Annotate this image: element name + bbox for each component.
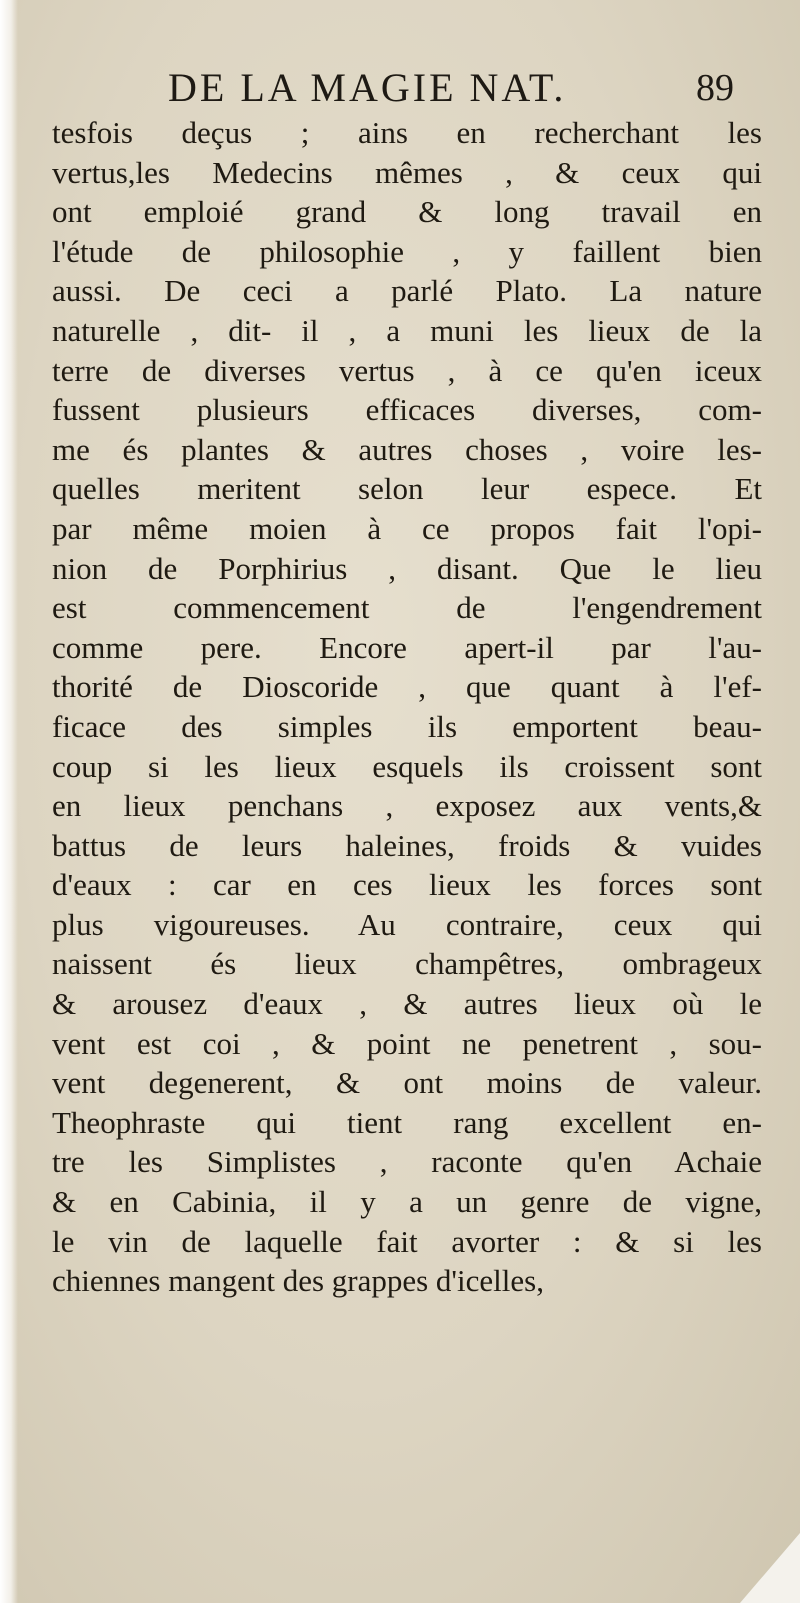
text-line: vertus,les Medecins mêmes , & ceux qui — [52, 154, 762, 190]
text-line: quelles meritent selon leur espece. Et — [52, 471, 762, 507]
text-line: & en Cabinia, il y a un genre de vigne, — [52, 1184, 762, 1220]
text-line: plus vigoureuses. Au contraire, ceux qui — [52, 906, 762, 942]
text-line: tesfois deçus ; ains en recherchant les — [52, 115, 762, 150]
body-text — [52, 113, 762, 1301]
text-line: coup si les lieux esquels ils croissent sont — [52, 748, 762, 784]
text-line: naturelle , dit- il , a muni les lieux de la — [52, 312, 762, 348]
text-line: vent est coi , & point ne penetrent , sou- — [52, 1025, 762, 1061]
text-line: d'eaux : car en ces lieux les forces sont — [52, 867, 762, 903]
text-line: vent degenerent, & ont moins de valeur. — [52, 1065, 762, 1101]
page-edge-shadow — [0, 0, 18, 1603]
text-line: tre les Simplistes , raconte qu'en Achaie — [52, 1144, 762, 1180]
text-line: est commencement de l'engendrement — [52, 590, 762, 626]
text-line: par même moien à ce propos fait l'opi- — [52, 510, 762, 546]
page-corner — [740, 1533, 800, 1603]
text-line: fussent plusieurs efficaces diverses, com- — [52, 392, 762, 428]
text-line: l'étude de philosophie , y faillent bien — [52, 233, 762, 269]
page-number: 89 — [696, 67, 734, 109]
text-line: battus de leurs haleines, froids & vuides — [52, 827, 762, 863]
text-line: ont emploié grand & long travail en — [52, 194, 762, 230]
text-line: le vin de laquelle fait avorter : & si les — [52, 1223, 762, 1259]
text-line: comme pere. Encore apert-il par l'au- — [52, 629, 762, 665]
running-title: DE LA MAGIE NAT. — [168, 65, 567, 110]
text-line: Theophraste qui tient rang excellent en- — [52, 1104, 762, 1140]
text-line: naissent és lieux champêtres, ombrageux — [52, 946, 762, 982]
text-line: & arousez d'eaux , & autres lieux où le — [52, 986, 762, 1022]
text-line: en lieux penchans , exposez aux vents,& — [52, 788, 762, 824]
text-line: nion de Porphirius , disant. Que le lieu — [52, 550, 762, 586]
text-line: me és plantes & autres choses , voire les- — [52, 431, 762, 467]
page-header — [168, 58, 768, 118]
text-line: aussi. De ceci a parlé Plato. La nature — [52, 273, 762, 309]
text-line: terre de diverses vertus , à ce qu'en iceux — [52, 352, 762, 388]
text-line: thorité de Dioscoride , que quant à l'ef- — [52, 669, 762, 705]
text-line: chiennes mangent des grappes d'icelles, — [52, 1263, 544, 1299]
text-line: ficace des simples ils emportent beau- — [52, 708, 762, 744]
